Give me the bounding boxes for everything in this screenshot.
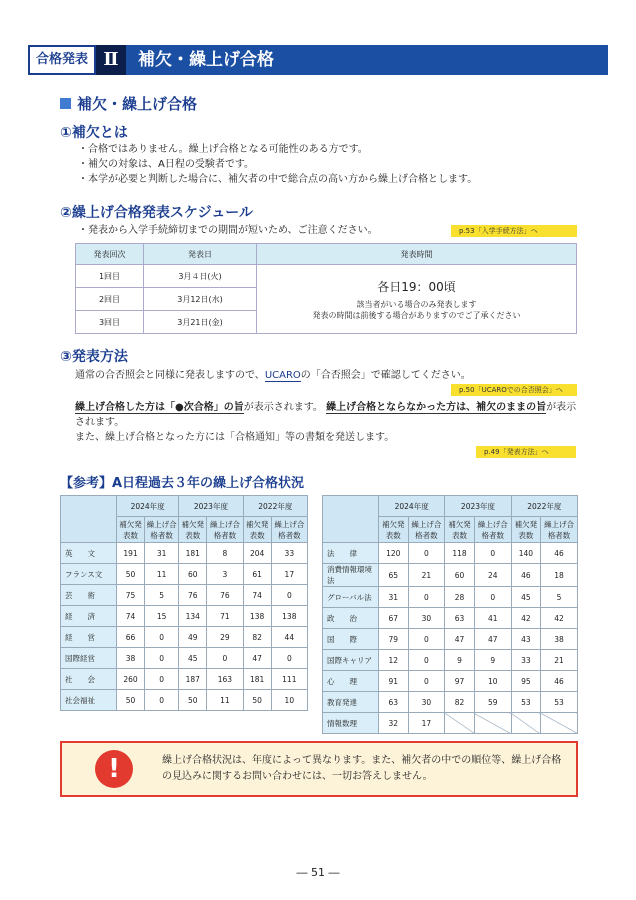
value-cell: 47 [243,648,271,669]
value-cell: 60 [179,564,207,585]
value-cell: 9 [445,650,475,671]
value-cell: 42 [541,608,578,629]
value-cell: 0 [271,585,307,606]
row-label: 情報数理 [323,713,379,734]
value-cell: 38 [117,648,145,669]
row-label: 芸 術 [61,585,117,606]
sub-header: 繰上げ合格者数 [541,517,578,543]
value-cell: 74 [243,585,271,606]
year-header: 2024年度 [117,496,179,517]
value-cell: 74 [117,606,145,627]
square-icon [60,98,71,109]
value-cell [474,713,511,734]
value-cell: 11 [207,690,243,711]
value-cell: 41 [474,608,511,629]
value-cell: 12 [379,650,409,671]
value-cell: 38 [541,629,578,650]
row-label: 教育発達 [323,692,379,713]
value-cell: 3 [207,564,243,585]
value-cell: 50 [117,690,145,711]
sub-header: 繰上げ合格者数 [474,517,511,543]
row-label: 国際経営 [61,648,117,669]
value-cell: 10 [474,671,511,692]
year-header: 2023年度 [445,496,511,517]
left-data-table [60,495,308,711]
value-cell: 79 [379,629,409,650]
value-cell: 50 [117,564,145,585]
warning-text: 繰上げ合格状況は、年度によって異なります。また、補欠者の中での順位等、繰上げ合格の見込みに関するお問い合わせには、一切お答えしません。 [162,755,562,782]
row-label: 英 文 [61,543,117,564]
value-cell: 44 [271,627,307,648]
value-cell: 138 [271,606,307,627]
value-cell: 0 [474,543,511,564]
reference-title: 【参考】A日程過去３年の繰上げ合格状況 [60,476,305,491]
table-row [61,648,308,669]
value-cell [445,713,475,734]
value-cell: 31 [145,543,179,564]
ref-link[interactable]: p.50「UCAROでの合否照会」へ [451,384,577,396]
value-cell: 5 [145,585,179,606]
value-cell: 50 [243,690,271,711]
row-label: フランス文 [61,564,117,585]
s1-bullet: ・本学が必要と判断した場合に、補欠者の中で総合点の高い方から繰上げ合格とします。 [78,174,478,185]
sub-header: 補欠発表数 [379,517,409,543]
value-cell: 75 [117,585,145,606]
value-cell: 67 [379,608,409,629]
value-cell: 28 [445,587,475,608]
s3-line3: また、繰上げ合格となった方には「合格通知」等の書類を発送します。 [75,432,395,443]
row-label: 消費情報環境法 [323,564,379,587]
value-cell: 5 [541,587,578,608]
value-cell: 0 [145,648,179,669]
value-cell: 46 [511,564,541,587]
table-row [323,587,578,608]
value-cell: 120 [379,543,409,564]
row-label: 法 律 [323,543,379,564]
value-cell: 32 [379,713,409,734]
value-cell: 11 [145,564,179,585]
year-header: 2022年度 [511,496,577,517]
exclamation-icon: ! [95,750,133,788]
table-row [323,671,578,692]
value-cell: 15 [145,606,179,627]
value-cell: 18 [541,564,578,587]
sub-header: 繰上げ合格者数 [145,517,179,543]
value-cell: 61 [243,564,271,585]
row-label: 国際キャリア [323,650,379,671]
value-cell: 21 [408,564,445,587]
sub-header: 補欠発表数 [243,517,271,543]
table-row [61,543,308,564]
value-cell: 63 [445,608,475,629]
value-cell: 29 [207,627,243,648]
value-cell: 42 [511,608,541,629]
value-cell: 53 [511,692,541,713]
s1-title: ①補欠とは [60,125,128,141]
s1-bullet: ・補欠の対象は、A日程の受験者です。 [78,159,255,170]
value-cell: 24 [474,564,511,587]
value-cell: 97 [445,671,475,692]
value-cell: 76 [207,585,243,606]
value-cell: 91 [379,671,409,692]
page-number: ― 51 ― [296,866,340,879]
value-cell: 45 [179,648,207,669]
header-tag: 合格発表 [28,45,96,75]
row-label: 社 会 [61,669,117,690]
value-cell: 65 [379,564,409,587]
value-cell: 0 [408,543,445,564]
value-cell: 8 [207,543,243,564]
table-row [61,627,308,648]
time-cell: 各日19：00頃 該当者がいる場合のみ発表します 発表の時間は前後する場合がありますのでご了承ください [257,265,577,334]
value-cell: 17 [408,713,445,734]
value-cell: 0 [408,629,445,650]
sub-header: 補欠発表数 [179,517,207,543]
sub-header: 繰上げ合格者数 [207,517,243,543]
table-row [323,543,578,564]
year-header: 2022年度 [243,496,307,517]
row-label: グローバル法 [323,587,379,608]
table-row [323,713,578,734]
s2-title: ②繰上げ合格発表スケジュール [60,205,254,221]
value-cell: 33 [271,543,307,564]
table-row [323,650,578,671]
sub-header: 補欠発表数 [445,517,475,543]
value-cell: 0 [145,669,179,690]
value-cell: 63 [379,692,409,713]
value-cell: 10 [271,690,307,711]
sub-header: 補欠発表数 [117,517,145,543]
s3-line2: 繰上げ合格した方は「●次合格」の旨が表示されます。 繰上げ合格とならなかった方は、補欠のままの旨が表示されます。 [75,402,577,428]
value-cell: 60 [445,564,475,587]
value-cell: 140 [511,543,541,564]
value-cell: 50 [179,690,207,711]
s1-bullet: ・合格ではありません。繰上げ合格となる可能性のある方です。 [78,144,368,155]
value-cell: 181 [243,669,271,690]
value-cell: 0 [408,650,445,671]
value-cell: 187 [179,669,207,690]
table-row [61,669,308,690]
value-cell: 118 [445,543,475,564]
value-cell: 191 [117,543,145,564]
value-cell: 31 [379,587,409,608]
value-cell: 76 [179,585,207,606]
table-row [323,692,578,713]
value-cell: 47 [474,629,511,650]
header-number: Ⅱ [96,45,126,75]
value-cell: 260 [117,669,145,690]
value-cell: 0 [474,587,511,608]
section-title: 補欠・繰上げ合格 [60,93,197,114]
value-cell: 21 [541,650,578,671]
value-cell: 33 [511,650,541,671]
value-cell: 9 [474,650,511,671]
schedule-table: 発表回次 発表日 発表時間 1回目 3月４日(火) 各日19：00頃 該当者がいる場合のみ発表します 発表の時間は前後する場合がありますのでご了承ください 2回目 3月12日(水) 3回目 3月21日(金) [75,243,577,334]
table-row [61,564,308,585]
value-cell [541,713,578,734]
value-cell: 71 [207,606,243,627]
value-cell: 30 [408,608,445,629]
value-cell: 0 [145,690,179,711]
sub-header: 繰上げ合格者数 [408,517,445,543]
value-cell: 82 [445,692,475,713]
page-header [28,45,608,75]
value-cell: 138 [243,606,271,627]
value-cell: 17 [271,564,307,585]
table-row [61,690,308,711]
value-cell: 43 [511,629,541,650]
row-label: 経 営 [61,627,117,648]
value-cell: 45 [511,587,541,608]
year-header: 2024年度 [379,496,445,517]
value-cell: 0 [408,671,445,692]
s3-title: ③発表方法 [60,349,128,365]
value-cell: 0 [145,627,179,648]
value-cell: 59 [474,692,511,713]
table-row [323,608,578,629]
s2-bullet: ・発表から入学手続締切までの期間が短いため、ご注意ください。 [78,225,378,236]
sub-header: 繰上げ合格者数 [271,517,307,543]
table-row [61,606,308,627]
value-cell: 204 [243,543,271,564]
year-header: 2023年度 [179,496,243,517]
value-cell: 46 [541,671,578,692]
table-row [323,564,578,587]
value-cell: 47 [445,629,475,650]
row-label: 心 理 [323,671,379,692]
value-cell: 0 [271,648,307,669]
row-label: 国 際 [323,629,379,650]
value-cell: 53 [541,692,578,713]
value-cell: 163 [207,669,243,690]
value-cell: 66 [117,627,145,648]
right-data-table [322,495,578,734]
ucaro-link[interactable]: UCARO [264,370,301,381]
ref-link[interactable]: p.49「発表方法」へ [476,446,576,458]
row-label: 政 治 [323,608,379,629]
value-cell: 95 [511,671,541,692]
value-cell: 111 [271,669,307,690]
value-cell: 82 [243,627,271,648]
value-cell: 181 [179,543,207,564]
row-label: 経 済 [61,606,117,627]
warning-box [60,741,578,797]
value-cell: 49 [179,627,207,648]
value-cell: 0 [408,587,445,608]
table-row [323,629,578,650]
value-cell: 134 [179,606,207,627]
value-cell: 30 [408,692,445,713]
sub-header: 補欠発表数 [511,517,541,543]
ref-link[interactable]: p.53「入学手続方法」へ [451,225,577,237]
value-cell: 0 [207,648,243,669]
table-row [61,585,308,606]
row-label: 社会福祉 [61,690,117,711]
value-cell: 46 [541,543,578,564]
header-title: 補欠・繰上げ合格 [126,45,608,75]
value-cell [511,713,541,734]
s3-line1: 通常の合否照会と同様に発表しますので、UCAROの「合否照会」で確認してください。 [75,370,471,381]
